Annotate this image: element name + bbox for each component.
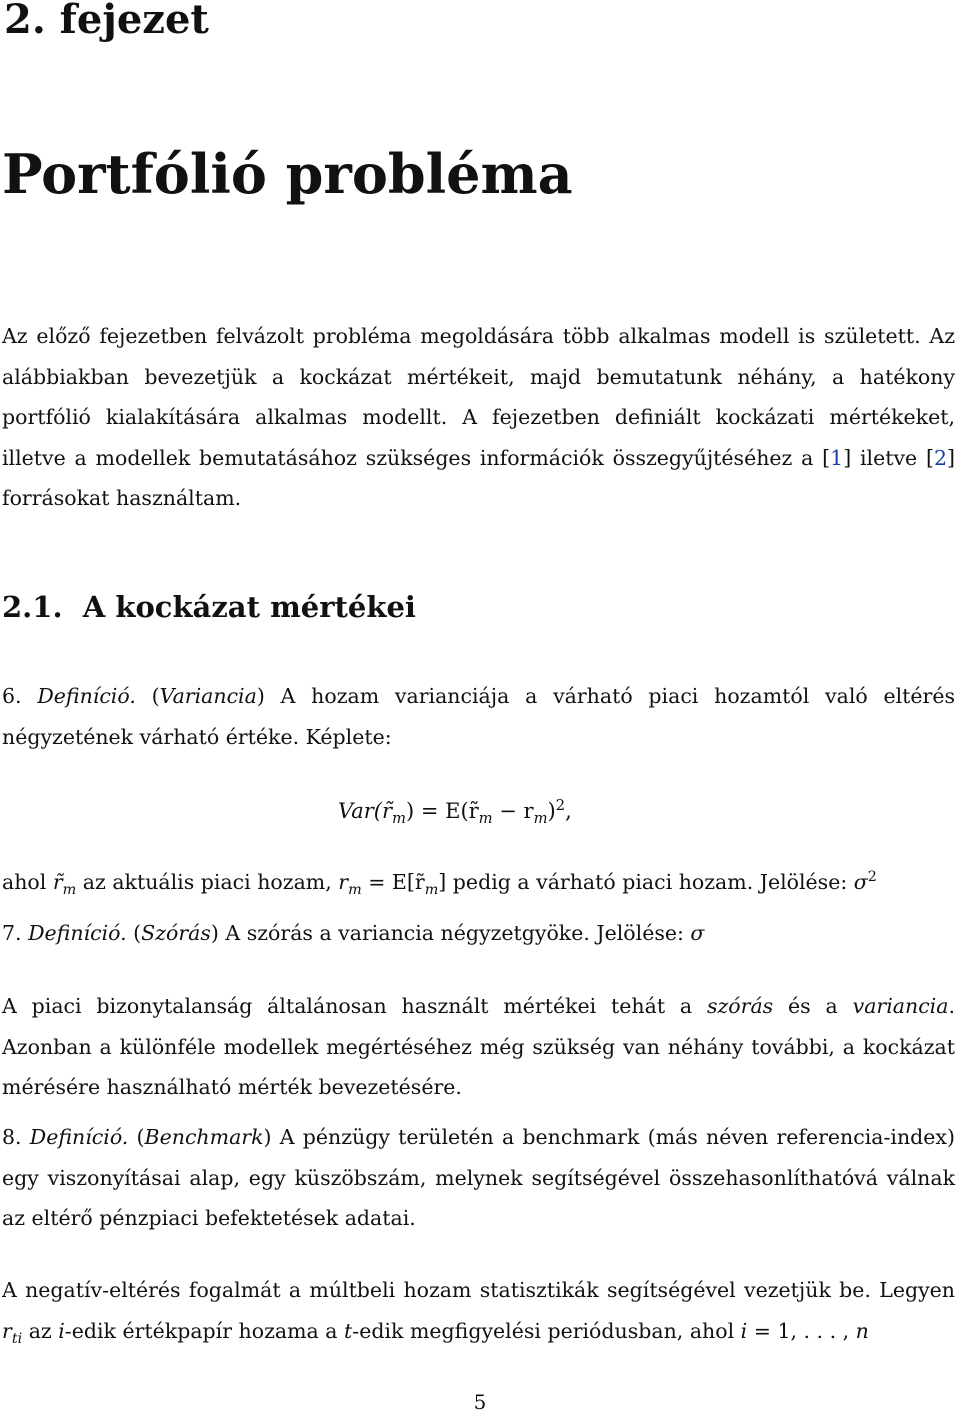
intro-paragraph: Az előző fejezetben felvázolt probléma megoldására több alkalmas modell is született. Az alábbiakban bevezetjük a kockázat mértékeit, majd bemutatunk néhány, a hatékony portfólió kialakítására alkalmas modellt. A fejezetben definiált kockázati mértékeket, illetve a modellek bemutatásához szükséges információk összegyűjtéséhez a [1] iletve [2] forrásokat használtam.: [2, 324, 955, 511]
variance-formula: $Var(r̃_m)$ = $E(r̃_m - r_m)^2$,: [338, 797, 572, 828]
section-heading: 2.1. A kockázat mértékei: [2, 590, 416, 624]
formula-explanation: ahol $r̃_m$ az aktuális piaci hozam, $r_m$ = $E[r̃_m]$ pedig a várható piaci hozam. Jelölése: $\sigma^2$: [2, 869, 877, 899]
citation-link-1[interactable]: 1: [830, 445, 844, 470]
risk-measures-paragraph: A piaci bizonytalanság általánosan használt mértékei tehát a szórás és a variancia. Azonban a különféle modellek megértéséhez még szükség van néhány további, a kockázat mérésére használható mérték bevezetésére.: [2, 994, 955, 1100]
page-number: 5: [473, 1390, 487, 1414]
definition-7: 7. Definíció. (Szórás) A szórás a variancia négyzetgyöke. Jelölése: σ: [2, 921, 705, 945]
chapter-title: Portfólió probléma: [2, 142, 573, 206]
chapter-heading: 2. fejezet: [4, 0, 209, 43]
negative-deviation-paragraph: A negatív-eltérés fogalmát a múltbeli hozam statisztikák segítségével vezetjük be. Legyen $r_{ti}$ az i-edik értékpapír hozama a t-edik megfigyelési periódusban, ahol i = 1, . . . , n: [2, 1278, 955, 1347]
definition-8: 8. Definíció. (Benchmark) A pénzügy területén a benchmark (más néven referencia-index) egy viszonyításai alap, egy küszöbszám, melynek segítségével összehasonlíthatóvá válnak az eltérő pénzpiaci befektetések adatai.: [2, 1125, 955, 1231]
citation-link-2[interactable]: 2: [933, 445, 947, 470]
definition-6: 6. Definíció. (Variancia) A hozam varianciája a várható piaci hozamtól való eltérés négyzetének várható értéke. Képlete:: [2, 684, 955, 749]
